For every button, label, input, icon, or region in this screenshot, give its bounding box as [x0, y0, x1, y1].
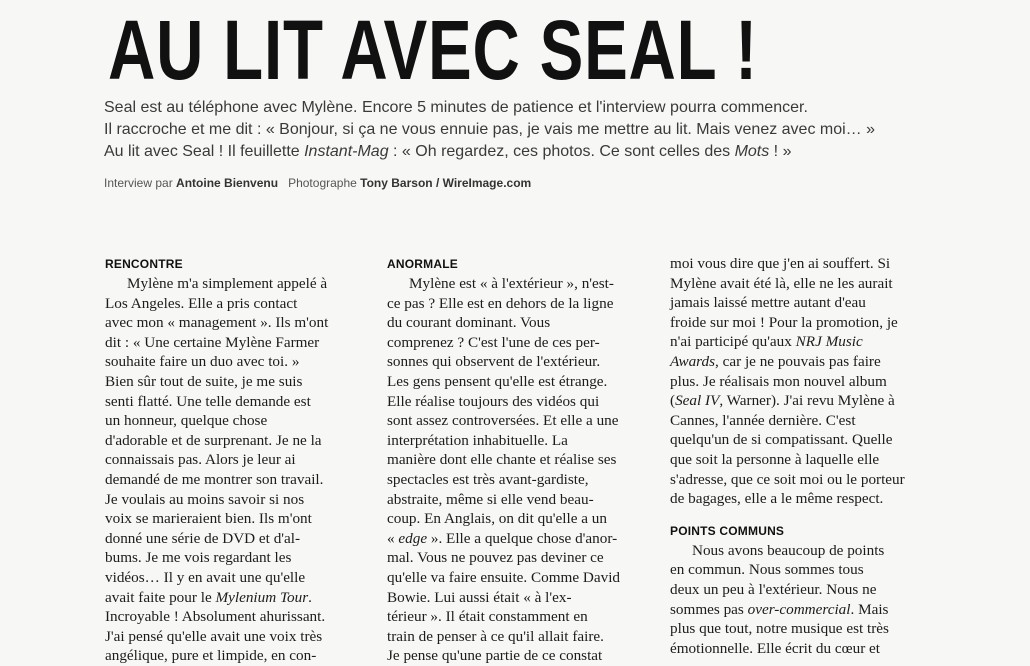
- intro-line: Au lit avec Seal ! Il feuillette Instant-Mag : « Oh regardez, ces photos. Ce sont celles des Mots ! »: [104, 143, 792, 160]
- intro-line: Seal est au téléphone avec Mylène. Encore 5 minutes de patience et l'interview pourra commencer.: [104, 99, 808, 116]
- text-line: spectacles est très avant-gardiste,: [387, 470, 589, 488]
- text-line: Je pense qu'une partie de ce constat: [387, 647, 603, 665]
- text-line: Awards, car je ne pouvais pas faire: [670, 352, 881, 370]
- text-line: plus. Je réalisais mon nouvel album: [670, 372, 887, 390]
- text-line: qu'elle va faire ensuite. Comme David: [387, 568, 621, 586]
- text-line: J'ai pensé qu'elle avait une voix très: [105, 627, 323, 645]
- text-line: (Seal IV, Warner). J'ai revu Mylène à: [670, 392, 895, 410]
- text-line: connaissais pas. Alors je leur ai: [105, 451, 296, 469]
- text-line: Je voulais au moins savoir si nos: [105, 490, 305, 508]
- text-line: un honneur, quelque chose: [105, 412, 268, 430]
- text-line: en commun. Nous sommes tous: [670, 561, 864, 579]
- text-line: Los Angeles. Elle a pris contact: [105, 294, 298, 312]
- text-line: Les gens pensent qu'elle est étrange.: [387, 372, 608, 390]
- text-line: donné une série de DVD et d'al-: [105, 529, 301, 547]
- text-line: dit : « Une certaine Mylène Farmer: [105, 333, 320, 351]
- text-line: d'adorable et de surprenant. Je ne la: [105, 431, 322, 449]
- text-line: avait faite pour le Mylenium Tour.: [105, 588, 312, 606]
- text-line: sonnes qui observent de l'extérieur.: [387, 353, 601, 371]
- interview-label: Interview par: [104, 176, 173, 190]
- text-line: quelqu'un de si compatissant. Quelle: [670, 431, 893, 449]
- text-line: Mylène avait été là, elle ne les aurait: [670, 274, 893, 292]
- text-line: n'ai participé qu'aux NRJ Music: [670, 333, 863, 351]
- text-line: Cannes, l'année dernière. C'est: [670, 411, 856, 429]
- text-line: souhaite faire un duo avec toi. »: [105, 353, 300, 371]
- text-line: sont assez controversées. Et elle a une: [387, 412, 619, 430]
- text-line: plus que tout, notre musique est très: [670, 620, 889, 638]
- section-heading: RENCONTRE: [105, 257, 183, 271]
- text-line: manière dont elle chante et réalise ses: [387, 451, 617, 469]
- section-heading: ANORMALE: [387, 257, 458, 271]
- text-line: demandé de me montrer son travail.: [105, 470, 324, 488]
- text-line: sommes pas over-commercial. Mais: [670, 600, 889, 618]
- text-line: bums. Je me vois regardant les: [105, 549, 292, 567]
- text-line: Mylène est « à l'extérieur », n'est-: [409, 275, 614, 292]
- text-line: que soit la personne à laquelle elle: [670, 450, 880, 468]
- text-line: voix se marieraient bien. Ils m'ont: [105, 510, 312, 528]
- text-line: mal. Vous ne pouvez pas deviner ce: [387, 549, 604, 567]
- text-line: coup. En Anglais, on dit qu'elle a un: [387, 510, 607, 528]
- text-line: froide sur moi ! Pour la promotion, je: [670, 313, 898, 331]
- text-line: ce pas ? Elle est en dehors de la ligne: [387, 294, 614, 312]
- text-line: Nous avons beaucoup de points: [692, 541, 885, 559]
- text-line: angélique, pure et limpide, en con-: [105, 647, 317, 665]
- text-line: train de penser à ce qu'il allait faire.: [387, 627, 604, 645]
- text-line: comprenez ? C'est l'une de ces per-: [387, 333, 600, 351]
- photographer-name: Tony Barson / WireImage.com: [360, 176, 532, 190]
- text-line: Bowie. Lui aussi était « à l'ex-: [387, 588, 572, 606]
- text-line: térieur ». Il était constamment en: [387, 608, 588, 626]
- text-line: avec mon « management ». Ils m'ont: [105, 314, 329, 332]
- article-column-1: [105, 256, 367, 666]
- intro-paragraph: [104, 97, 1004, 163]
- headline: AU LIT AVEC SEAL !: [108, 3, 758, 97]
- text-line: Incroyable ! Absolument ahurissant.: [105, 608, 326, 626]
- text-line: du courant dominant. Vous: [387, 314, 551, 332]
- text-line: interprétation inhabituelle. La: [387, 431, 568, 449]
- text-line: s'adresse, que ce soit moi ou le porteur: [670, 470, 905, 488]
- article-column-3: [670, 254, 932, 658]
- text-line: Elle réalise toujours des vidéos qui: [387, 392, 600, 410]
- text-line: « edge ». Elle a quelque chose d'anor-: [387, 529, 618, 547]
- text-line: abstraite, même si elle vend beau-: [387, 490, 594, 508]
- text-line: moi vous dire que j'en ai souffert. Si: [670, 255, 891, 272]
- text-line: vidéos… Il y en avait une qu'elle: [105, 568, 306, 586]
- text-line: senti flatté. Une telle demande est: [105, 392, 311, 410]
- section-heading: POINTS COMMUNS: [670, 523, 785, 538]
- text-line: deux un peu à l'extérieur. Nous ne: [670, 580, 877, 598]
- text-line: émotionnelle. Elle écrit du cœur et: [670, 639, 881, 657]
- photo-label: Photographe: [288, 176, 357, 190]
- intro-line: Il raccroche et me dit : « Bonjour, si ça ne vous ennuie pas, je vais me mettre au lit. Mais venez avec moi… »: [104, 121, 876, 138]
- section-spacer: [670, 509, 932, 523]
- interviewer-name: Antoine Bienvenu: [176, 176, 279, 190]
- text-line: Bien sûr tout de suite, je me suis: [105, 372, 303, 390]
- text-line: Mylène m'a simplement appelé à: [127, 275, 328, 292]
- credits-line: [104, 176, 531, 190]
- text-line: jamais laissé mettre autant d'eau: [670, 294, 866, 312]
- article-column-2: [387, 256, 649, 666]
- text-line: de bagages, elle a le même respect.: [670, 490, 884, 508]
